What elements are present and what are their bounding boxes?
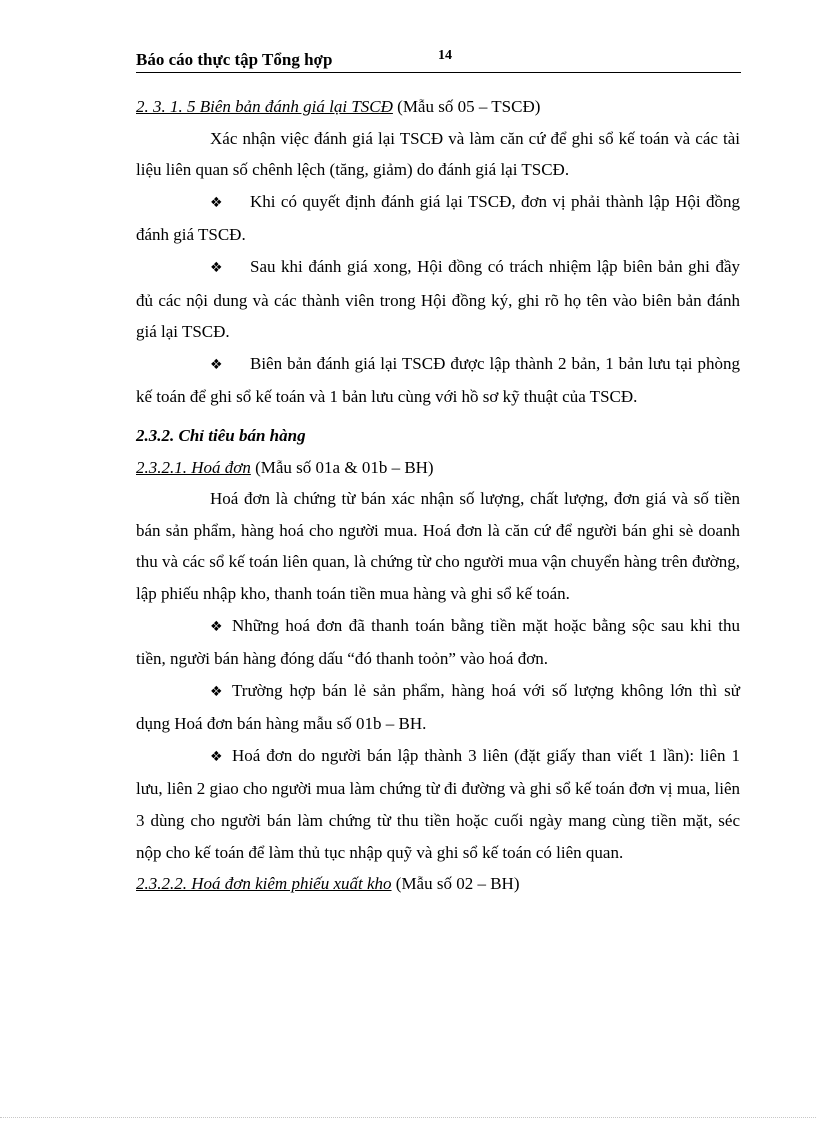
paragraph: Xác nhận việc đánh giá lại TSCĐ và làm căn cứ để ghi sổ kế toán và các tài liệu liên quan số chênh lệch (tăng, giảm) do đánh giá lại TSCĐ. (136, 128, 740, 180)
bullet-text: Biên bản đánh giá lại TSCĐ được lập thành 2 bản, 1 bản lưu tại phòng kế toán để ghi sổ kế toán và 1 bản lưu cùng với hồ sơ kỹ thuật của TSCĐ. (136, 353, 740, 407)
section-heading-form-ref: (Mẫu số 01a & 01b – BH) (250, 457, 434, 477)
section-heading-title: 2.3.2. Chỉ tiêu bán hàng (136, 425, 306, 445)
bullet-paragraph (136, 348, 740, 413)
bullet-paragraph (136, 251, 740, 348)
bullet-paragraph (136, 740, 740, 868)
four-diamond-bullet-icon: ❖ (210, 748, 223, 765)
section-heading-form-ref: (Mẫu số 05 – TSCĐ) (392, 97, 541, 116)
page-number: 14 (438, 48, 452, 63)
page-header (136, 46, 741, 73)
bullet-paragraph (136, 675, 740, 740)
page-bottom-divider (0, 1117, 816, 1118)
section-heading-title: 2.3.2.2. Hoá đơn kiêm phiếu xuất kho (136, 874, 392, 894)
paragraph: Hoá đơn là chứng từ bán xác nhận số lượng, chất lượng, đơn giá và số tiền bán sản phẩm, hàng hoá cho người mua. Hoá đơn là căn cứ để người bán ghi sè doanh thu và các sổ kế toán liên quan, là chứng từ cho người mua vận chuyển hàng trên đường, lập phiếu nhập kho, thanh toán tiền mua hàng và ghi sổ kế toán. (136, 489, 740, 603)
section-heading-invoice (136, 452, 740, 484)
four-diamond-bullet-icon: ❖ (210, 259, 223, 276)
document-body (136, 91, 740, 900)
bullet-paragraph (136, 186, 740, 251)
four-diamond-bullet-icon: ❖ (210, 618, 223, 635)
bullet-paragraph (136, 610, 740, 675)
header-title: Báo cáo thực tập Tổng hợp (136, 50, 333, 69)
section-heading-sales-indicators (136, 420, 740, 452)
bullet-text: Khi có quyết định đánh giá lại TSCĐ, đơn vị phải thành lập Hội đồng đánh giá TSCĐ. (136, 191, 740, 245)
bullet-text: Những hoá đơn đã thanh toán bằng tiền mặt hoặc bằng sộc sau khi thu tiền, người bán hàng đóng dấu “đó thanh toỏn” vào hoá đơn. (136, 615, 740, 669)
section-heading-title: 2. 3. 1. 5 Biên bản đánh giá lại TSCĐ (136, 97, 393, 116)
bullet-text: Sau khi đánh giá xong, Hội đồng có trách nhiệm lập biên bản ghi đầy đủ các nội dung và các thành viên trong Hội đồng ký, ghi rõ họ tên vào biên bản đánh giá lại TSCĐ. (136, 256, 740, 342)
section-heading-title: 2.3.2.1. Hoá đơn (136, 457, 251, 477)
four-diamond-bullet-icon: ❖ (210, 356, 223, 373)
section-heading-invoice-delivery-note (136, 868, 740, 900)
section-heading-form-ref: (Mẫu số 02 – BH) (391, 874, 520, 894)
section-heading-tscd-revaluation (136, 91, 740, 123)
four-diamond-bullet-icon: ❖ (210, 683, 223, 700)
bullet-text: Hoá đơn do người bán lập thành 3 liên (đặt giấy than viết 1 lần): liên 1 lưu, liên 2 giao cho người mua làm chứng từ đi đường và ghi sổ kế toán đơn vị mua, liên 3 dùng cho người bán làm chứng từ thu tiền hoặc cuối ngày mang cùng tiền mặt, séc nộp cho kế toán để làm thủ tục nhập quỹ và ghi sổ kế toán có liên quan. (136, 745, 740, 862)
four-diamond-bullet-icon: ❖ (210, 194, 223, 211)
bullet-text: Trường hợp bán lẻ sản phẩm, hàng hoá với số lượng không lớn thì sử dụng Hoá đơn bán hàng mẫu số 01b – BH. (136, 680, 740, 734)
